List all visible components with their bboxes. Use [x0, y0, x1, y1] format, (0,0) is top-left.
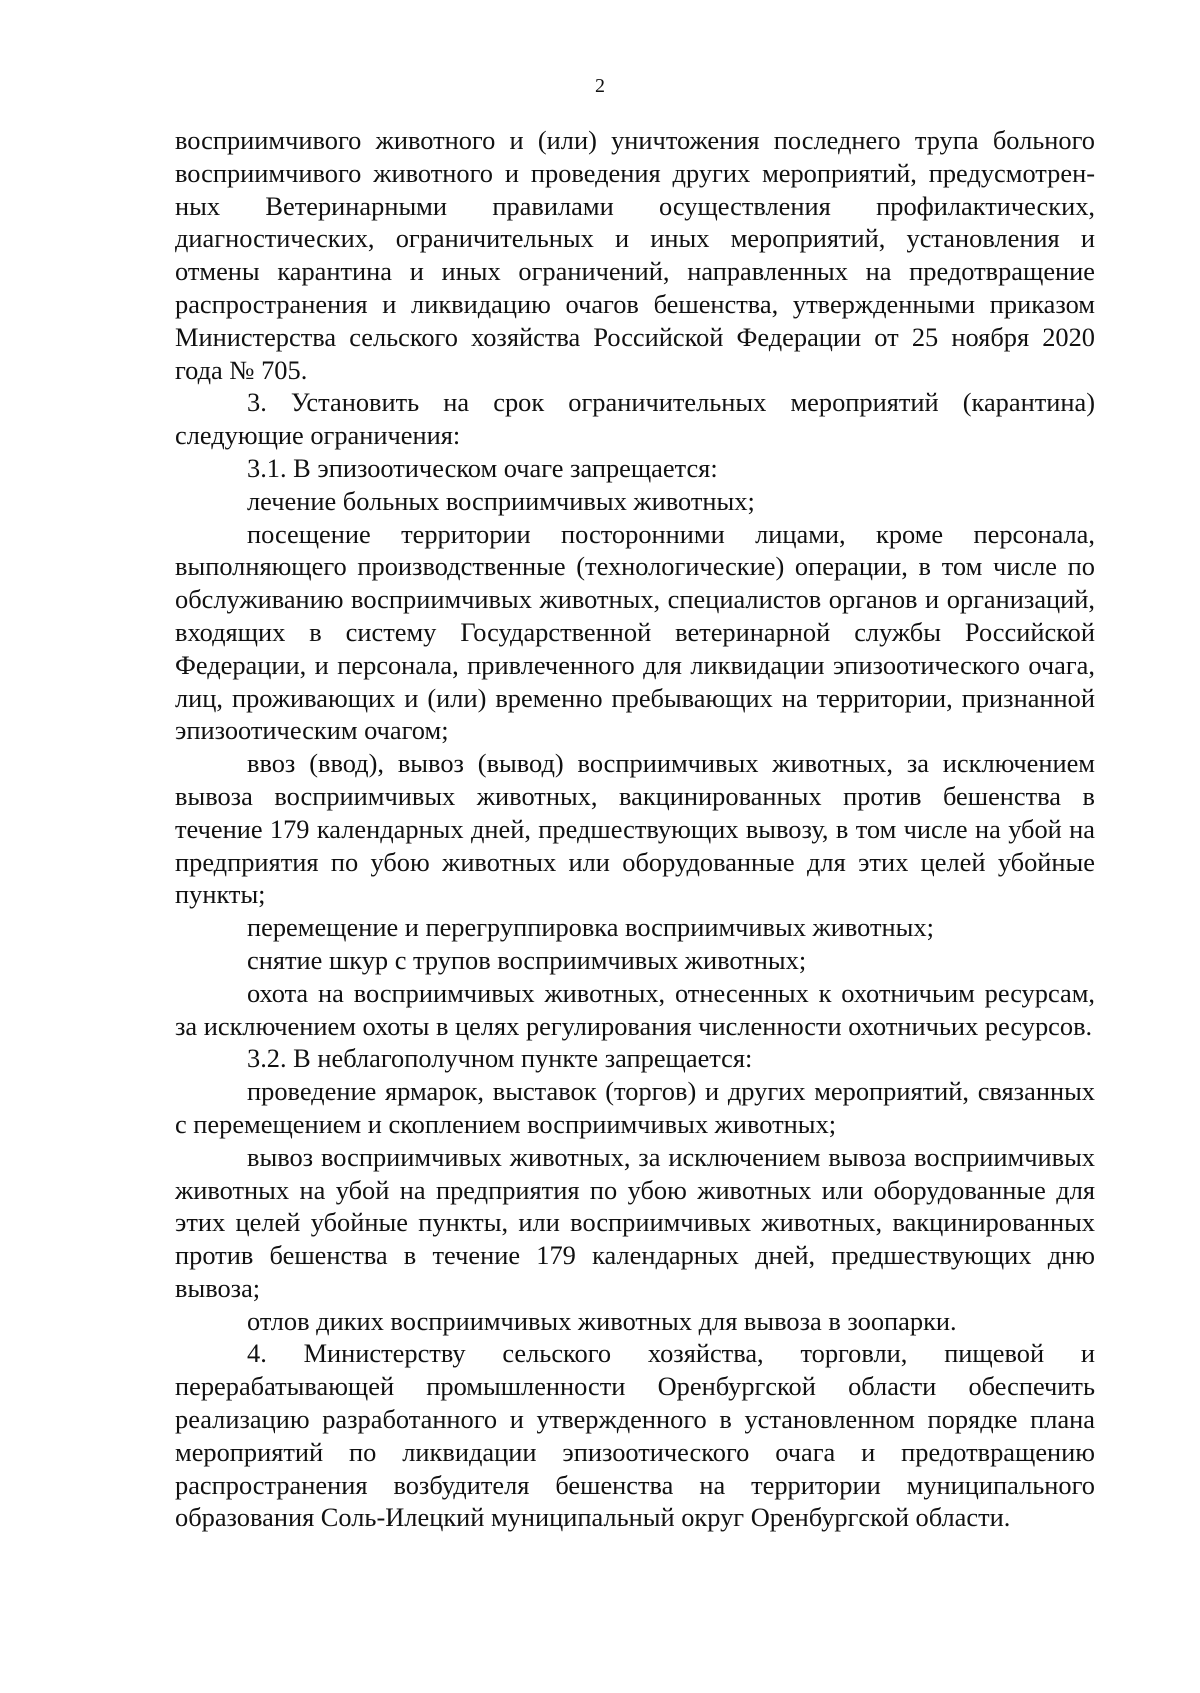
- paragraph: отлов диких восприимчивых животных для вывоза в зоопарки.: [247, 1305, 957, 1336]
- paragraph: лечение больных восприимчивых животных;: [247, 485, 755, 516]
- paragraph: вывоз восприимчивых животных, за исключением вывоза восприимчивых животных на убой на предприятия по убою животных или оборудованные для этих целей убойные пункты, или восприимчивых животных, вакцинированных против бешенства в течение 179 календарных дней, предшествующих дню вывоза;: [175, 1141, 1095, 1303]
- paragraph: посещение территории посторонними лицами, кроме персонала, выполняющего производственные (технологические) операции, в том числе по обслуживанию восприимчивых животных, специалистов органов и организаций, входящих в систему Государственной ветеринарной службы Российской Федерации, и персонала, привлеченного для ликвидации эпизоотического очага, лиц, проживающих и (или) временно пребывающих на территории, признанной эпизоотическим очагом;: [175, 518, 1095, 746]
- paragraph: охота на восприимчивых животных, отнесенных к охотничьим ресурсам, за исключением охоты в целях регулирования численности охотничьих ресурсов.: [175, 977, 1095, 1041]
- page-number: 2: [595, 75, 605, 97]
- paragraph: перемещение и перегруппировка восприимчивых животных;: [247, 912, 934, 943]
- paragraph: 3.1. В эпизоотическом очаге запрещается:: [247, 452, 718, 483]
- paragraph: 3. Установить на срок ограничительных мероприятий (карантина) следующие ограничения:: [175, 387, 1095, 451]
- paragraph: 4. Министерству сельского хозяйства, торговли, пищевой и перерабатывающей промышленности Оренбургской области обеспечить реализацию разработанного и утвержденного в установленном порядке плана мероприятий по ликвидации эпизоотического очага и предотвращению распространения возбудителя бешенства на территории муниципального образования Соль-Илецкий муниципальный округ Оренбургской области.: [175, 1338, 1095, 1533]
- document-body: [175, 124, 1095, 1534]
- paragraph: восприимчивого животного и (или) уничтожения последнего трупа больного восприимчивого животного и проведения других мероприятий, предусмотренных Ветеринарными правилами осуществления профилактических, диагностических, ограничительных и иных мероприятий, установления и отмены карантина и иных ограничений, направленных на предотвращение распространения и ликвидацию очагов бешенства, утвержденными приказом Министерства сельского хозяйства Российской Федерации от 25 ноября 2020 года № 705.: [175, 125, 1095, 385]
- paragraph: ввоз (ввод), вывоз (вывод) восприимчивых животных, за исключением вывоза восприимчивых животных, вакцинированных против бешенства в течение 179 календарных дней, предшествующих вывозу, в том числе на убой на предприятия по убою животных или оборудованные для этих целей убойные пункты;: [175, 748, 1095, 910]
- paragraph: снятие шкур с трупов восприимчивых животных;: [247, 944, 807, 975]
- paragraph: проведение ярмарок, выставок (торгов) и других мероприятий, связанных с перемещением и скоплением восприимчивых животных;: [175, 1076, 1095, 1139]
- paragraph: 3.2. В неблагополучном пункте запрещается:: [247, 1043, 753, 1074]
